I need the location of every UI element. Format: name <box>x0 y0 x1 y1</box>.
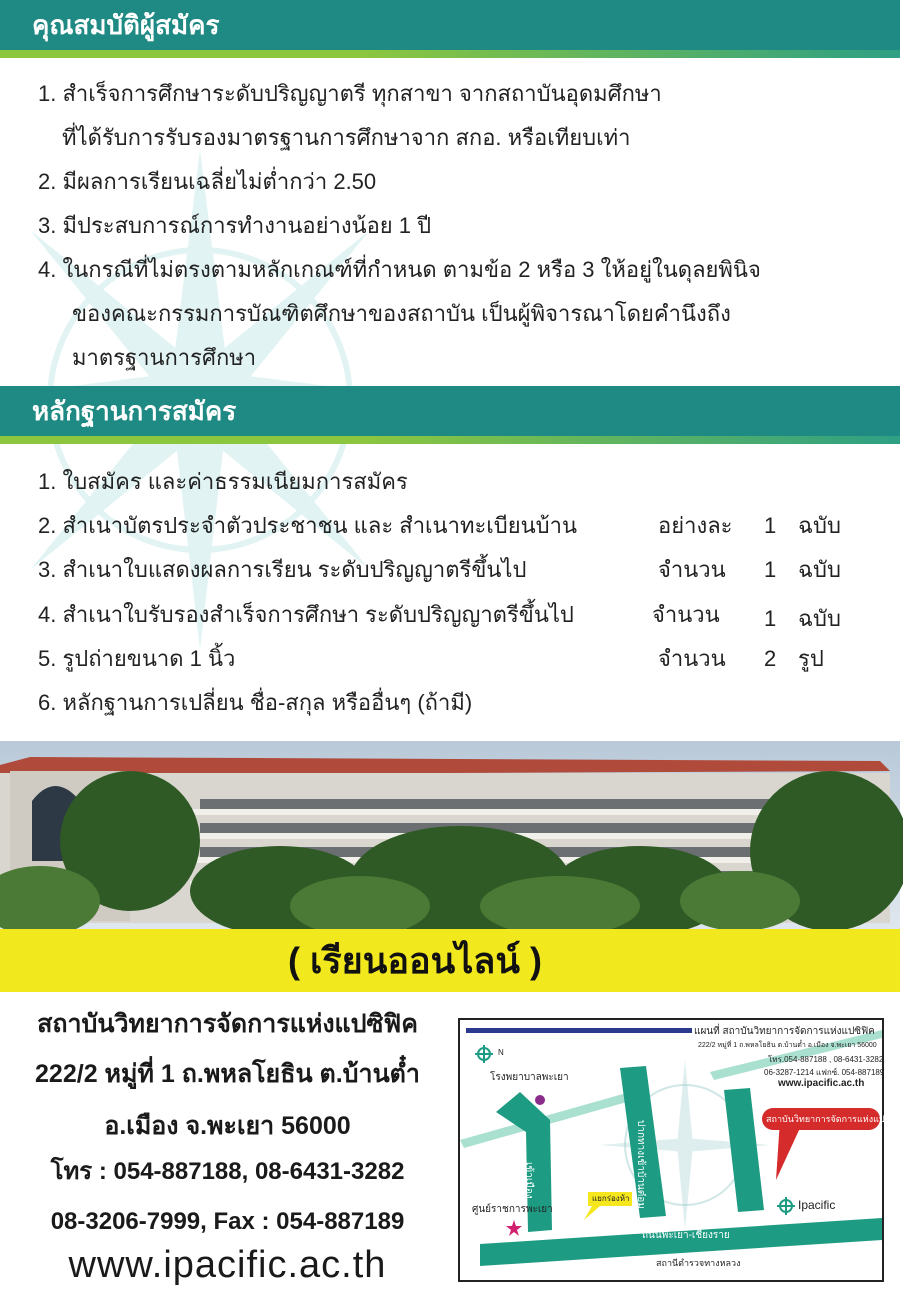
map-hospital-label: โรงพยาบาลพะเยา <box>490 1072 569 1083</box>
map-header-fax: 06-3287-1214 แฟกซ์. 054-887189 <box>764 1068 885 1077</box>
list-item: 3. มีประสบการณ์การทำงานอย่างน้อย 1 ปี <box>38 213 432 238</box>
document-row: 6. หลักฐานการเปลี่ยน ชื่อ-สกุล หรืออื่นๆ (ถ้ามี) <box>38 690 473 715</box>
address-line-1: 222/2 หมู่ที่ 1 ถ.พหลโยธิน ต.บ้านต๋ำ <box>35 1060 420 1088</box>
map-north-label: N <box>498 1048 504 1057</box>
map-road-city-label: เข้าเมือง <box>523 1162 534 1199</box>
address-line-2: อ.เมือง จ.พะเยา 56000 <box>104 1112 351 1140</box>
map-header-address: 222/2 หมู่ที่ 1 ถ.พหลโยธิน ต.บ้านต๋ำ อ.เมือง จ.พะเยา 56000 <box>698 1042 877 1049</box>
map-road-village-label: ปากทางเข้าบ้านต๋อม <box>635 1120 646 1209</box>
map-header-web: www.ipacific.ac.th <box>778 1078 865 1089</box>
documents-header <box>0 386 900 448</box>
document-row: 2. สำเนาบัตรประจำตัวประชาชน และ สำเนาทะเบียนบ้าน อย่างละ 1 ฉบับ <box>38 513 841 538</box>
map-gov-center-label: ศูนย์ราชการพะเยา <box>472 1204 553 1215</box>
document-row: 1. ใบสมัคร และค่าธรรมเนียมการสมัคร <box>38 469 408 494</box>
qualifications-header <box>0 0 900 62</box>
document-row: 3. สำเนาใบแสดงผลการเรียน ระดับปริญญาตรีขึ้นไป จำนวน 1 ฉบับ <box>38 557 841 582</box>
list-item: 4. ในกรณีที่ไม่ตรงตามหลักเกณฑ์ที่กำหนด ตามข้อ 2 หรือ 3 ให้อยู่ในดุลยพินิจ <box>38 257 761 282</box>
list-item-continuation: ของคณะกรรมการบัณฑิตศึกษาของสถาบัน เป็นผู้พิจารณาโดยคำนึงถึง <box>72 301 731 326</box>
map-main-road-label: ถนนพะเยา-เชียงราย <box>642 1230 730 1241</box>
qualifications-title: คุณสมบัติผู้สมัคร <box>32 10 220 40</box>
institute-name: สถาบันวิทยาการจัดการแห่งแปซิฟิค <box>37 1010 418 1038</box>
website-link[interactable]: www.ipacific.ac.th <box>68 1244 387 1286</box>
location-map <box>458 1018 903 1282</box>
list-item: 2. มีผลการเรียนเฉลี่ยไม่ต่ำกว่า 2.50 <box>38 169 377 194</box>
map-callout-label: สถาบันวิทยาการจัดการแห่งแปซิฟิค <box>766 1114 903 1124</box>
qualifications-list <box>38 72 761 380</box>
online-study-banner <box>0 929 900 992</box>
phone-line-2: 08-3206-7999, Fax : 054-887189 <box>50 1208 405 1235</box>
map-brand-label: Ipacific <box>798 1198 836 1212</box>
campus-building-photo <box>0 741 900 929</box>
document-row: 5. รูปถ่ายขนาด 1 นิ้ว จำนวน 2 รูป <box>38 646 824 671</box>
list-item-continuation: มาตรฐานการศึกษา <box>72 345 257 370</box>
map-junction-label: แยกร่องห้า <box>592 1194 630 1203</box>
banner-text: ( เรียนออนไลน์ ) <box>288 940 542 981</box>
map-highway-station-label: สถานีตำรวจทางหลวง <box>656 1258 741 1268</box>
documents-title: หลักฐานการสมัคร <box>32 396 237 426</box>
list-item-continuation: ที่ได้รับการรับรองมาตรฐานการศึกษาจาก สกอ. หรือเทียบเท่า <box>62 125 631 150</box>
phone-line-1: โทร : 054-887188, 08-6431-3282 <box>50 1158 405 1185</box>
map-header-phone: โทร.054-887188 , 08-6431-3282 <box>768 1055 884 1064</box>
document-row: 4. สำเนาใบรับรองสำเร็จการศึกษา ระดับปริญญาตรีขึ้นไป จำนวน 1 ฉบับ <box>38 602 841 631</box>
map-header-title: แผนที่ สถาบันวิทยาการจัดการแห่งแปซิฟิค <box>694 1026 875 1037</box>
list-item: 1. สำเร็จการศึกษาระดับปริญญาตรี ทุกสาขา จากสถาบันอุดมศึกษา <box>38 81 662 106</box>
